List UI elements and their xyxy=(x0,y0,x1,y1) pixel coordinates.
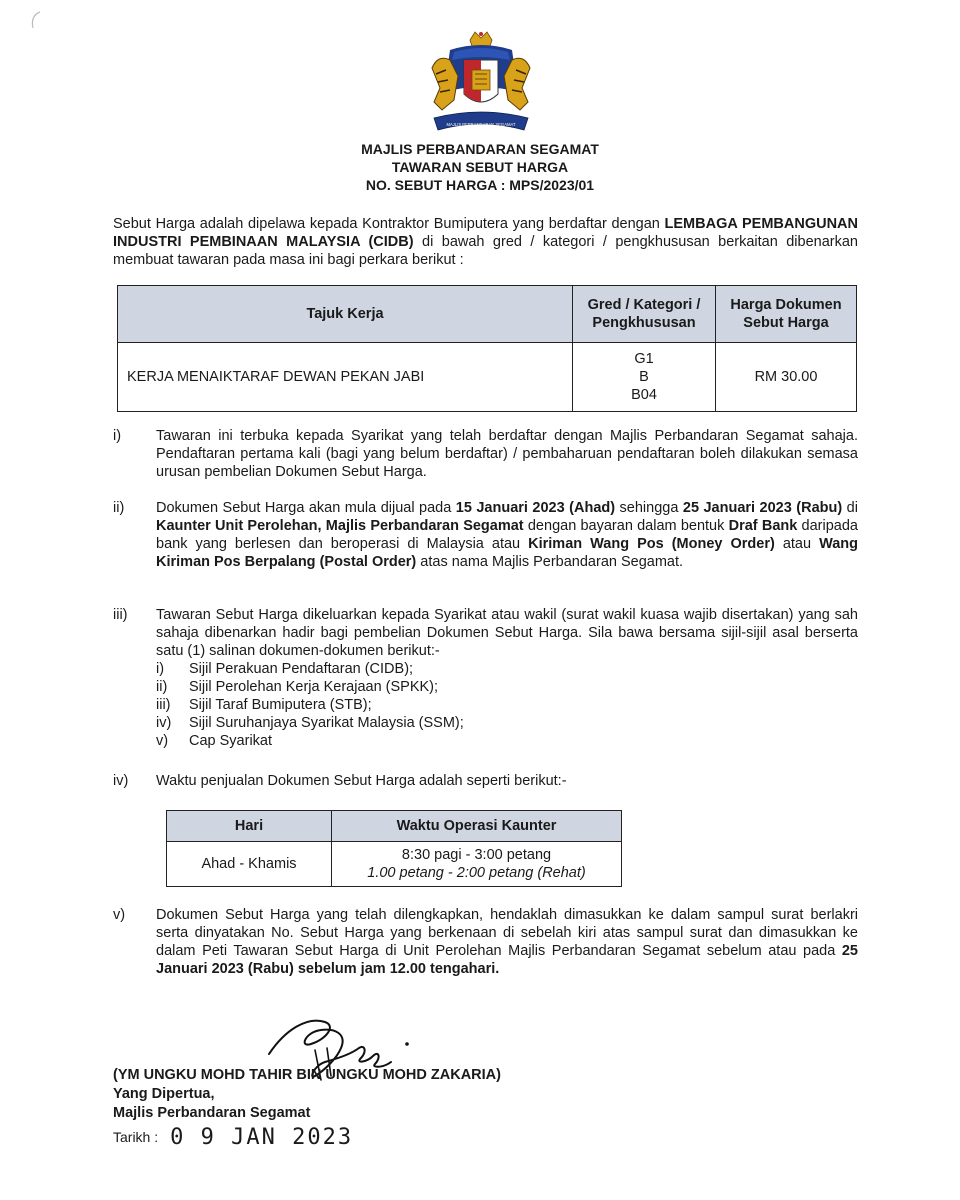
intro-text-1: Sebut Harga adalah dipelawa kepada Kontraktor Bumiputera yang berdaftar dengan xyxy=(113,216,665,232)
work-table-header-grade: Gred / Kategori / Pengkhususan xyxy=(573,286,716,343)
clause-ii-t2: sehingga xyxy=(615,500,683,516)
intro-paragraph xyxy=(113,215,858,269)
hours-day-cell: Ahad - Khamis xyxy=(167,842,332,887)
list-item xyxy=(156,678,656,696)
intro-text-2: di bawah gred / kategori / pengkhususan berkaitan dibenarkan membuat tawaran pada masa ini bagi perkara berikut : xyxy=(113,234,858,268)
work-table-header-row xyxy=(118,286,857,343)
list-item xyxy=(156,714,656,732)
clause-ii-t6: atau xyxy=(774,536,820,552)
municipal-crest-logo xyxy=(420,30,542,142)
clause-ii-start-date: 15 Januari 2023 (Ahad) xyxy=(455,500,616,516)
clause-ii-number: ii) xyxy=(113,500,125,516)
work-grade-cell xyxy=(573,343,716,412)
hours-header-day: Hari xyxy=(167,811,332,842)
clause-ii-end-date: 25 Januari 2023 (Rabu) xyxy=(682,500,843,516)
hours-table-header-row xyxy=(167,811,622,842)
list-item-text: Cap Syarikat xyxy=(189,733,273,749)
corner-mark xyxy=(28,10,44,30)
clause-v-deadline: 25 Januari 2023 (Rabu) sebelum jam 12.00 tengahari. xyxy=(156,943,858,977)
table-row xyxy=(167,842,622,887)
work-table-row xyxy=(118,343,857,412)
document-checklist xyxy=(156,660,656,750)
grade-g1: G1 xyxy=(634,351,654,367)
list-item xyxy=(156,660,656,678)
list-item-text: Sijil Taraf Bumiputera (STB); xyxy=(189,697,372,713)
list-item xyxy=(156,696,656,714)
clause-v-number: v) xyxy=(113,907,126,923)
signatory-position: Yang Dipertua, xyxy=(113,1086,215,1102)
list-item-text: Sijil Suruhanjaya Syarikat Malaysia (SSM); xyxy=(189,715,464,731)
clause-ii-t3: di xyxy=(842,500,858,516)
list-item-text: Sijil Perakuan Pendaftaran (CIDB); xyxy=(189,661,414,677)
break-hours: 1.00 petang - 2:00 petang (Rehat) xyxy=(367,865,586,881)
list-item-number: ii) xyxy=(156,679,168,695)
work-title-cell: KERJA MENAIKTARAF DEWAN PEKAN JABI xyxy=(118,343,573,412)
clause-ii-t7: atas nama Majlis Perbandaran Segamat. xyxy=(416,554,684,570)
counter-hours-table xyxy=(166,810,622,887)
clause-i-number: i) xyxy=(113,428,122,444)
clause-iv-text: Waktu penjualan Dokumen Sebut Harga adalah seperti berikut:- xyxy=(156,773,567,789)
clause-ii-t4: dengan bayaran dalam bentuk xyxy=(523,518,729,534)
list-item-number: v) xyxy=(156,733,169,749)
grade-b04: B04 xyxy=(631,387,657,403)
date-row xyxy=(113,1125,354,1150)
heading-reference-number: NO. SEBUT HARGA : MPS/2023/01 xyxy=(365,177,595,193)
hours-time-cell xyxy=(332,842,622,887)
signatory-organisation: Majlis Perbandaran Segamat xyxy=(113,1105,311,1121)
date-stamp: 0 9 JAN 2023 xyxy=(170,1125,354,1150)
clause-ii-t5: daripada bank yang berlesen dan beroperasi di Malaysia atau xyxy=(156,518,858,552)
work-table-header-price: Harga Dokumen Sebut Harga xyxy=(716,286,857,343)
list-item-number: iii) xyxy=(156,697,171,713)
hours-header-time: Waktu Operasi Kaunter xyxy=(332,811,622,842)
document-heading xyxy=(0,140,960,194)
operating-hours: 8:30 pagi - 3:00 petang xyxy=(401,847,552,863)
heading-organisation: MAJLIS PERBANDARAN SEGAMAT xyxy=(361,141,599,157)
signatory-name: (YM UNGKU MOHD TAHIR BIN UNGKU MOHD ZAKARIA) xyxy=(113,1067,501,1083)
work-price-cell: RM 30.00 xyxy=(716,343,857,412)
clause-iii-text: Tawaran Sebut Harga dikeluarkan kepada Syarikat atau wakil (surat wakil kuasa wajib disertakan) yang sah sahaja dibenarkan hadir bagi pembelian Dokumen Sebut Harga. Sila bawa bersama sijil-sijil asal berserta satu (1) salinan dokumen-dokumen berikut:- xyxy=(156,607,858,659)
clause-ii-bank-draft: Draf Bank xyxy=(728,518,798,534)
clause-ii-t1: Dokumen Sebut Harga akan mula dijual pada xyxy=(156,500,456,516)
clause-ii-money-order: Kiriman Wang Pos (Money Order) xyxy=(528,536,775,552)
clause-v-t1: Dokumen Sebut Harga yang telah dilengkapkan, hendaklah dimasukkan ke dalam sampul surat berlakri serta dinyatakan No. Sebut Harga yang berkenaan di sebelah kiri atas sampul surat dan dimasukkan ke dalam Peti Tawaran Sebut Harga di Unit Perolehan Majlis Perbandaran Segamat sebelum atau pada xyxy=(156,907,858,959)
heading-title: TAWARAN SEBUT HARGA xyxy=(391,159,569,175)
clause-ii-postal-order: Wang Kiriman Pos Berpalang (Postal Order) xyxy=(156,536,859,570)
clause-ii-counter: Kaunter Unit Perolehan, Majlis Perbandaran Segamat xyxy=(156,518,524,534)
clause-ii-text xyxy=(156,499,858,571)
work-table-header-title: Tajuk Kerja xyxy=(118,286,573,343)
date-label: Tarikh : xyxy=(113,1129,159,1145)
signatory-block xyxy=(113,1066,501,1123)
list-item xyxy=(156,732,656,750)
work-table xyxy=(117,285,857,412)
clause-iv-number: iv) xyxy=(113,773,129,789)
clause-v-text xyxy=(156,906,858,978)
list-item-text: Sijil Perolehan Kerja Kerajaan (SPKK); xyxy=(189,679,439,695)
intro-cidb-bold: LEMBAGA PEMBANGUNAN INDUSTRI PEMBINAAN MALAYSIA (CIDB) xyxy=(113,216,858,250)
list-item-number: iv) xyxy=(156,715,172,731)
clause-iii-number: iii) xyxy=(113,607,128,623)
crest-ribbon-text: MAJLIS PERBANDARAN SEGAMAT xyxy=(446,122,516,127)
grade-b: B xyxy=(639,369,649,385)
list-item-number: i) xyxy=(156,661,165,677)
clause-i-text: Tawaran ini terbuka kepada Syarikat yang telah berdaftar dengan Majlis Perbandaran Segamat sahaja. Pendaftaran pertama kali (bagi yang belum berdaftar) / pembaharuan pendaftaran boleh dilakukan semasa urusan pembelian Dokumen Sebut Harga. xyxy=(156,428,858,480)
